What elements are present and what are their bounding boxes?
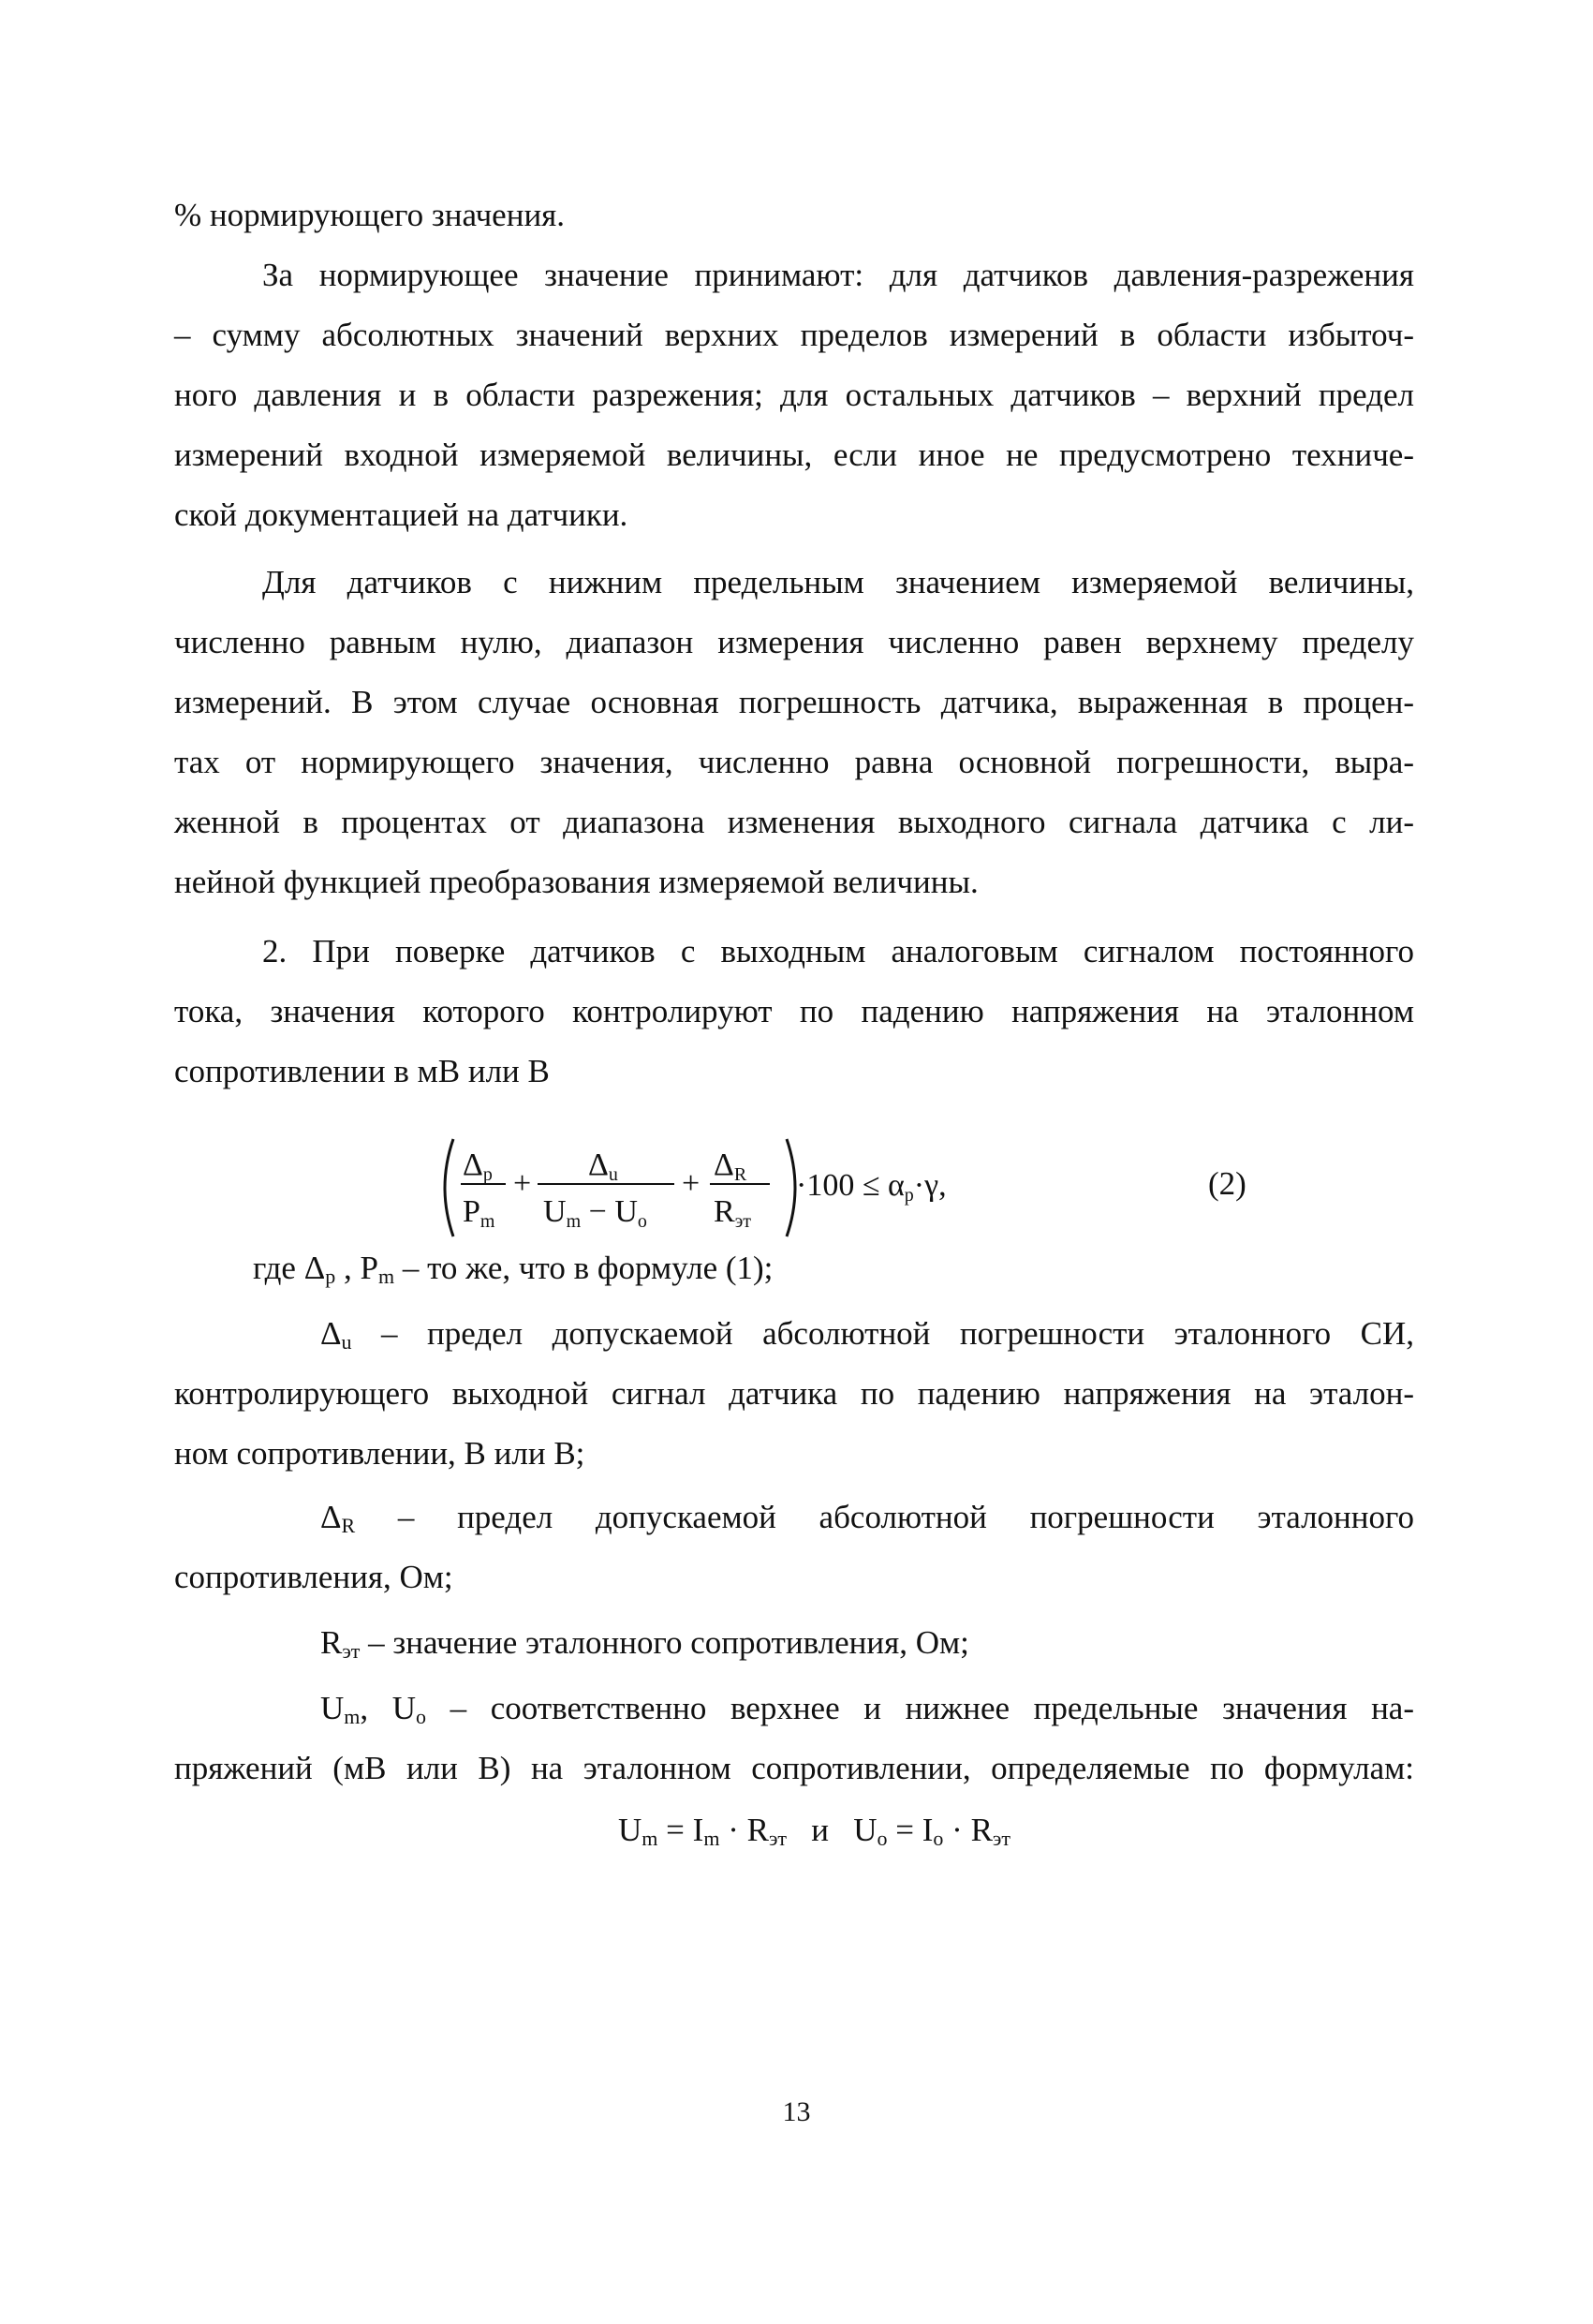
text-line-6: ской документацией на датчики.	[174, 496, 628, 533]
text-line-8: численно равным нулю, диапазон измерения численно равен верхнему пределу	[174, 624, 1414, 660]
formula-rest: ·100 ≤ αp·γ,	[796, 1168, 947, 1206]
def-du-line-2: контролирующего выходной сигнал датчика по падению напряжения на эталон-	[174, 1375, 1414, 1412]
formula-2	[440, 1122, 1264, 1253]
formula-svg	[440, 1122, 1264, 1253]
left-paren-shape	[445, 1139, 453, 1236]
text-line-9: измерений. В этом случае основная погрешность датчика, выраженная в процен-	[174, 684, 1414, 720]
def-dr-line-1: $\Delta_R$ – предел допускаемой абсолютной погрешности эталонного	[320, 1499, 1414, 1537]
page-number: 13	[782, 2096, 811, 2127]
frac1-num: Δp	[463, 1147, 493, 1185]
frac2-num: Δu	[588, 1147, 618, 1185]
plus-2: +	[682, 1166, 701, 1201]
text-line-4: ного давления и в области разрежения; для остальных датчиков – верхний предел	[174, 377, 1414, 413]
text-line-10: тах от нормирующего значения, численно равна основной погрешности, выра-	[174, 744, 1414, 780]
frac2-den: Um − Uo	[543, 1194, 647, 1232]
text-line-14: тока, значения которого контролируют по падению напряжения на эталонном	[174, 993, 1414, 1029]
frac3-den: Rэт	[714, 1194, 752, 1232]
def-du-line-3: ном сопротивлении, В или В;	[174, 1435, 585, 1472]
text-line-11: женной в процентах от диапазона изменения выходного сигнала датчика с ли-	[174, 804, 1414, 840]
frac3-num: ΔR	[714, 1147, 747, 1185]
plus-1: +	[513, 1166, 532, 1201]
text-line-5: измерений входной измеряемой величины, если иное не предусмотрено техниче-	[174, 437, 1414, 473]
text-line-7: Для датчиков с нижним предельным значением измеряемой величины,	[262, 564, 1414, 600]
final-formula: $U_m = I_m \cdot R_{эт}$ и $U_o = I_o \cdot R_{эт}$	[618, 1812, 1010, 1850]
def-du-line-1: $\Delta_u$ – предел допускаемой абсолютной погрешности эталонного СИ,	[320, 1315, 1414, 1354]
equation-number: (2)	[1208, 1165, 1246, 1202]
text-line-15: сопротивлении в мВ или В	[174, 1053, 550, 1089]
def-dr-line-2: сопротивления, Ом;	[174, 1559, 453, 1595]
text-line-12: нейной функцией преобразования измеряемой величины.	[174, 864, 979, 900]
right-paren-shape	[787, 1139, 795, 1236]
def-u-line-2: пряжений (мВ или В) на эталонном сопротивлении, определяемые по формулам:	[174, 1750, 1414, 1786]
def-u-line-1: $U_m$, $U_o$ – соответственно верхнее и нижнее предельные значения на-	[320, 1690, 1414, 1728]
text-line-2: За нормирующее значение принимают: для датчиков давления-разрежения	[262, 257, 1414, 293]
text-line-13: 2. При поверке датчиков с выходным аналоговым сигналом постоянного	[262, 933, 1414, 970]
text-line-1: % нормирующего значения.	[174, 197, 566, 233]
def-ret-line: $R_{эт}$ – значение эталонного сопротивления, Ом;	[320, 1624, 969, 1663]
text-line-3: – сумму абсолютных значений верхних пределов измерений в области избыточ-	[174, 317, 1414, 353]
where-line: где $\Delta_p$ , $P_m$ – то же, что в формуле (1);	[253, 1250, 774, 1288]
frac1-den: Pm	[463, 1194, 495, 1232]
